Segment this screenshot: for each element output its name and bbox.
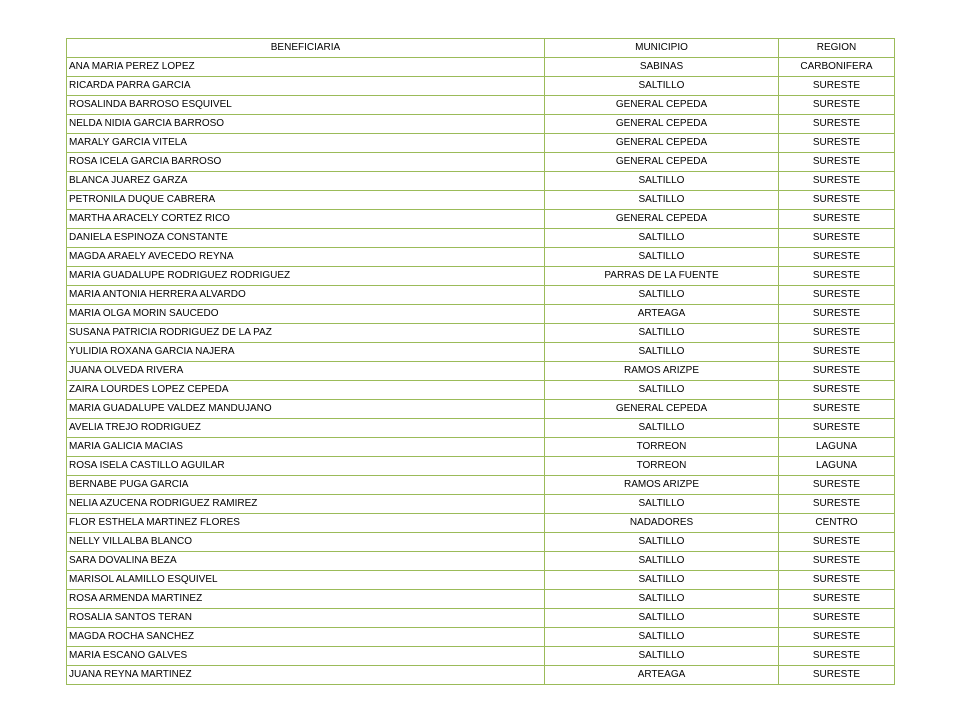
- cell-region[interactable]: SURESTE: [779, 96, 895, 115]
- cell-beneficiaria[interactable]: MARIA OLGA MORIN SAUCEDO: [67, 305, 545, 324]
- cell-beneficiaria[interactable]: ROSA ISELA CASTILLO AGUILAR: [67, 457, 545, 476]
- cell-beneficiaria[interactable]: JUANA OLVEDA RIVERA: [67, 362, 545, 381]
- cell-region[interactable]: SURESTE: [779, 476, 895, 495]
- cell-beneficiaria[interactable]: ROSALINDA BARROSO ESQUIVEL: [67, 96, 545, 115]
- table-row: [67, 191, 895, 210]
- cell-beneficiaria[interactable]: JUANA REYNA MARTINEZ: [67, 666, 545, 685]
- cell-municipio[interactable]: SALTILLO: [545, 286, 779, 305]
- cell-region[interactable]: SURESTE: [779, 381, 895, 400]
- cell-municipio[interactable]: TORREON: [545, 457, 779, 476]
- cell-region[interactable]: SURESTE: [779, 419, 895, 438]
- cell-beneficiaria[interactable]: ANA MARIA PEREZ LOPEZ: [67, 58, 545, 77]
- cell-region[interactable]: SURESTE: [779, 628, 895, 647]
- table-row: [67, 381, 895, 400]
- cell-municipio[interactable]: SALTILLO: [545, 571, 779, 590]
- cell-beneficiaria[interactable]: ROSA ARMENDA MARTINEZ: [67, 590, 545, 609]
- cell-municipio[interactable]: ARTEAGA: [545, 666, 779, 685]
- cell-beneficiaria[interactable]: MAGDA ARAELY AVECEDO REYNA: [67, 248, 545, 267]
- table-row: [67, 647, 895, 666]
- cell-region[interactable]: SURESTE: [779, 666, 895, 685]
- cell-municipio[interactable]: SALTILLO: [545, 248, 779, 267]
- cell-beneficiaria[interactable]: MARIA GALICIA MACIAS: [67, 438, 545, 457]
- cell-municipio[interactable]: SALTILLO: [545, 590, 779, 609]
- beneficiary-sheet: [66, 38, 894, 685]
- cell-municipio[interactable]: ARTEAGA: [545, 305, 779, 324]
- table-row: [67, 628, 895, 647]
- table-row: [67, 495, 895, 514]
- cell-region[interactable]: CARBONIFERA: [779, 58, 895, 77]
- table-row: [67, 419, 895, 438]
- cell-beneficiaria[interactable]: YULIDIA ROXANA GARCIA NAJERA: [67, 343, 545, 362]
- table-row: [67, 533, 895, 552]
- cell-beneficiaria[interactable]: MARISOL ALAMILLO ESQUIVEL: [67, 571, 545, 590]
- table-row: [67, 153, 895, 172]
- cell-region[interactable]: SURESTE: [779, 495, 895, 514]
- cell-municipio[interactable]: SALTILLO: [545, 229, 779, 248]
- cell-beneficiaria[interactable]: ROSA ICELA GARCIA BARROSO: [67, 153, 545, 172]
- table-row: [67, 229, 895, 248]
- table-row: [67, 248, 895, 267]
- cell-beneficiaria[interactable]: ROSALIA SANTOS TERAN: [67, 609, 545, 628]
- cell-municipio[interactable]: SALTILLO: [545, 533, 779, 552]
- table-row: [67, 457, 895, 476]
- cell-municipio[interactable]: RAMOS ARIZPE: [545, 362, 779, 381]
- cell-region[interactable]: SURESTE: [779, 229, 895, 248]
- beneficiary-table: [66, 38, 895, 685]
- cell-region[interactable]: SURESTE: [779, 191, 895, 210]
- cell-region[interactable]: SURESTE: [779, 533, 895, 552]
- table-row: [67, 400, 895, 419]
- table-row: [67, 210, 895, 229]
- table-row: [67, 609, 895, 628]
- cell-region[interactable]: SURESTE: [779, 609, 895, 628]
- cell-region[interactable]: SURESTE: [779, 552, 895, 571]
- cell-region[interactable]: LAGUNA: [779, 438, 895, 457]
- cell-beneficiaria[interactable]: PETRONILA DUQUE CABRERA: [67, 191, 545, 210]
- cell-municipio[interactable]: GENERAL CEPEDA: [545, 400, 779, 419]
- header-municipio[interactable]: MUNICIPIO: [545, 39, 779, 58]
- cell-beneficiaria[interactable]: FLOR ESTHELA MARTINEZ FLORES: [67, 514, 545, 533]
- table-row: [67, 267, 895, 286]
- cell-beneficiaria[interactable]: MARIA ESCANO GALVES: [67, 647, 545, 666]
- table-row: [67, 172, 895, 191]
- cell-municipio[interactable]: SALTILLO: [545, 628, 779, 647]
- cell-region[interactable]: SURESTE: [779, 343, 895, 362]
- cell-municipio[interactable]: GENERAL CEPEDA: [545, 134, 779, 153]
- cell-region[interactable]: SURESTE: [779, 647, 895, 666]
- cell-beneficiaria[interactable]: AVELIA TREJO RODRIGUEZ: [67, 419, 545, 438]
- cell-region[interactable]: SURESTE: [779, 571, 895, 590]
- header-beneficiaria[interactable]: BENEFICIARIA: [67, 39, 545, 58]
- table-row: [67, 58, 895, 77]
- header-row: [67, 39, 895, 58]
- cell-beneficiaria[interactable]: ZAIRA LOURDES LOPEZ CEPEDA: [67, 381, 545, 400]
- cell-region[interactable]: CENTRO: [779, 514, 895, 533]
- cell-municipio[interactable]: RAMOS ARIZPE: [545, 476, 779, 495]
- cell-municipio[interactable]: SALTILLO: [545, 172, 779, 191]
- cell-municipio[interactable]: SALTILLO: [545, 609, 779, 628]
- cell-municipio[interactable]: PARRAS DE LA FUENTE: [545, 267, 779, 286]
- table-row: [67, 590, 895, 609]
- cell-municipio[interactable]: SALTILLO: [545, 324, 779, 343]
- cell-beneficiaria[interactable]: NELDA NIDIA GARCIA BARROSO: [67, 115, 545, 134]
- cell-beneficiaria[interactable]: NELIA AZUCENA RODRIGUEZ RAMIREZ: [67, 495, 545, 514]
- table-row: [67, 305, 895, 324]
- cell-municipio[interactable]: SALTILLO: [545, 343, 779, 362]
- cell-beneficiaria[interactable]: MARIA GUADALUPE RODRIGUEZ RODRIGUEZ: [67, 267, 545, 286]
- cell-region[interactable]: SURESTE: [779, 172, 895, 191]
- cell-beneficiaria[interactable]: MARIA GUADALUPE VALDEZ MANDUJANO: [67, 400, 545, 419]
- cell-region[interactable]: SURESTE: [779, 153, 895, 172]
- table-row: [67, 115, 895, 134]
- cell-municipio[interactable]: SALTILLO: [545, 647, 779, 666]
- cell-beneficiaria[interactable]: MARIA ANTONIA HERRERA ALVARDO: [67, 286, 545, 305]
- cell-municipio[interactable]: GENERAL CEPEDA: [545, 115, 779, 134]
- cell-municipio[interactable]: NADADORES: [545, 514, 779, 533]
- header-region[interactable]: REGION: [779, 39, 895, 58]
- cell-region[interactable]: SURESTE: [779, 267, 895, 286]
- cell-municipio[interactable]: GENERAL CEPEDA: [545, 153, 779, 172]
- cell-municipio[interactable]: SALTILLO: [545, 419, 779, 438]
- table-row: [67, 666, 895, 685]
- cell-municipio[interactable]: GENERAL CEPEDA: [545, 210, 779, 229]
- cell-beneficiaria[interactable]: BERNABE PUGA GARCIA: [67, 476, 545, 495]
- table-row: [67, 77, 895, 96]
- cell-region[interactable]: SURESTE: [779, 305, 895, 324]
- table-row: [67, 343, 895, 362]
- table-row: [67, 134, 895, 153]
- table-row: [67, 286, 895, 305]
- cell-municipio[interactable]: SABINAS: [545, 58, 779, 77]
- table-row: [67, 96, 895, 115]
- cell-beneficiaria[interactable]: SARA DOVALINA BEZA: [67, 552, 545, 571]
- cell-municipio[interactable]: TORREON: [545, 438, 779, 457]
- cell-municipio[interactable]: SALTILLO: [545, 381, 779, 400]
- cell-beneficiaria[interactable]: RICARDA PARRA GARCIA: [67, 77, 545, 96]
- cell-region[interactable]: LAGUNA: [779, 457, 895, 476]
- cell-region[interactable]: SURESTE: [779, 324, 895, 343]
- cell-region[interactable]: SURESTE: [779, 590, 895, 609]
- cell-beneficiaria[interactable]: MARTHA ARACELY CORTEZ RICO: [67, 210, 545, 229]
- cell-region[interactable]: SURESTE: [779, 210, 895, 229]
- cell-region[interactable]: SURESTE: [779, 77, 895, 96]
- cell-region[interactable]: SURESTE: [779, 362, 895, 381]
- cell-beneficiaria[interactable]: NELLY VILLALBA BLANCO: [67, 533, 545, 552]
- cell-beneficiaria[interactable]: MARALY GARCIA VITELA: [67, 134, 545, 153]
- cell-region[interactable]: SURESTE: [779, 400, 895, 419]
- cell-municipio[interactable]: SALTILLO: [545, 495, 779, 514]
- cell-municipio[interactable]: SALTILLO: [545, 552, 779, 571]
- table-row: [67, 476, 895, 495]
- table-body: [67, 58, 895, 685]
- cell-beneficiaria[interactable]: BLANCA JUAREZ GARZA: [67, 172, 545, 191]
- cell-region[interactable]: SURESTE: [779, 248, 895, 267]
- table-row: [67, 571, 895, 590]
- cell-region[interactable]: SURESTE: [779, 115, 895, 134]
- table-row: [67, 514, 895, 533]
- table-row: [67, 324, 895, 343]
- cell-municipio[interactable]: SALTILLO: [545, 77, 779, 96]
- cell-region[interactable]: SURESTE: [779, 286, 895, 305]
- cell-beneficiaria[interactable]: MAGDA ROCHA SANCHEZ: [67, 628, 545, 647]
- table-row: [67, 362, 895, 381]
- cell-beneficiaria[interactable]: DANIELA ESPINOZA CONSTANTE: [67, 229, 545, 248]
- table-row: [67, 438, 895, 457]
- cell-municipio[interactable]: SALTILLO: [545, 191, 779, 210]
- cell-beneficiaria[interactable]: SUSANA PATRICIA RODRIGUEZ DE LA PAZ: [67, 324, 545, 343]
- table-row: [67, 552, 895, 571]
- cell-municipio[interactable]: GENERAL CEPEDA: [545, 96, 779, 115]
- cell-region[interactable]: SURESTE: [779, 134, 895, 153]
